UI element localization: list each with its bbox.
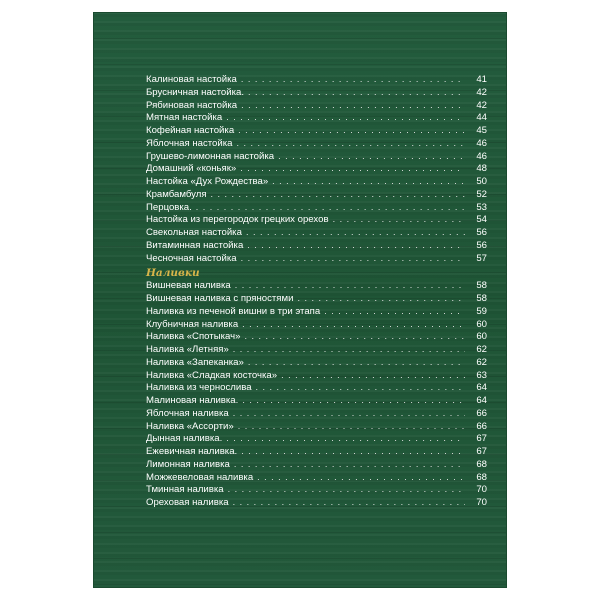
toc-entry-title: Мятная настойка: [146, 112, 223, 124]
toc-entry[interactable]: [146, 484, 487, 497]
toc-entry-title: Вишневая наливка: [146, 280, 231, 292]
toc-entry-page: 64: [476, 382, 487, 394]
toc-entry-page: 63: [476, 369, 487, 381]
toc-entry-page: 64: [476, 395, 487, 406]
toc-entry[interactable]: [146, 125, 487, 138]
toc-entry[interactable]: [146, 280, 487, 293]
toc-entry-page: 41: [476, 74, 487, 85]
toc-entry-page: 52: [476, 188, 487, 200]
dot-leader: [234, 421, 465, 431]
toc-entry-title: Малиновая наливка.: [146, 395, 239, 406]
toc-entry-page: 68: [476, 471, 487, 483]
toc-entry[interactable]: [146, 344, 487, 357]
dot-leader: [237, 446, 465, 456]
dot-leader: [253, 472, 465, 482]
toc-entry-title: Вишневая наливка с пряностями: [146, 293, 294, 304]
toc-entry-page: 54: [476, 214, 487, 226]
toc-entry-title: Настойка из перегородок грецких орехов: [146, 214, 329, 226]
toc-entry-page: 66: [476, 407, 487, 419]
toc-entry-title: Брусничная настойка.: [146, 86, 244, 98]
dot-leader: [224, 484, 465, 494]
toc-entry-title: Кофейная настойка: [146, 125, 235, 136]
dot-leader: [329, 214, 465, 224]
toc-entry-title: Наливка «Ассорти»: [146, 420, 234, 432]
toc-entry-page: 66: [476, 420, 487, 432]
dot-leader: [237, 100, 465, 110]
toc-entry[interactable]: [146, 202, 487, 215]
toc-entry-page: 48: [476, 163, 487, 175]
toc-entry-title: Тминная наливка: [146, 484, 224, 496]
toc-entry[interactable]: [146, 151, 487, 164]
dot-leader: [242, 227, 465, 237]
toc-entry[interactable]: [146, 370, 487, 383]
toc-entry-title: Грушево-лимонная настойка: [146, 150, 275, 162]
toc-entry-page: 60: [476, 331, 487, 343]
dot-leader: [237, 253, 465, 263]
dot-leader: [231, 280, 465, 290]
toc-entry-title: Настойка «Дух Рождества»: [146, 176, 269, 187]
toc-entry[interactable]: [146, 306, 487, 319]
dot-leader: [238, 395, 465, 405]
toc-entry[interactable]: [146, 176, 487, 189]
toc-entry[interactable]: [146, 472, 487, 485]
toc-entry-title: Яблочная наливка: [146, 407, 229, 419]
toc-entry-page: 53: [476, 201, 487, 213]
toc-entry[interactable]: [146, 100, 487, 113]
toc-entry-title: Яблочная настойка: [146, 137, 233, 149]
dot-leader: [236, 163, 465, 173]
toc-entry-page: 46: [476, 150, 487, 162]
toc-entry[interactable]: [146, 433, 487, 446]
toc-entry-page: 70: [476, 484, 487, 496]
toc-entry[interactable]: [146, 293, 487, 306]
toc-entry-page: 70: [476, 497, 487, 508]
toc-entry-page: 68: [476, 458, 487, 470]
dot-leader: [243, 240, 465, 250]
toc-entry[interactable]: [146, 382, 487, 395]
dot-leader: [237, 74, 465, 84]
toc-entry-page: 67: [476, 446, 487, 457]
toc-entry-title: Дынная наливка.: [146, 433, 223, 445]
dot-leader: [222, 433, 465, 443]
toc-entry-title: Свекольная настойка: [146, 227, 242, 238]
toc-entry-page: 46: [476, 137, 487, 149]
toc-entry[interactable]: [146, 227, 487, 240]
toc-entry-page: 42: [476, 86, 487, 98]
toc-entry-title: Чесночная настойка: [146, 252, 237, 264]
toc-entry-page: 42: [476, 99, 487, 111]
toc-entry[interactable]: [146, 497, 487, 510]
dot-leader: [274, 151, 465, 161]
toc-entry[interactable]: [146, 357, 487, 370]
toc-entry-title: Домашний «коньяк»: [146, 163, 237, 175]
toc-entry[interactable]: [146, 87, 487, 100]
toc-entry-page: 56: [476, 239, 487, 251]
toc-entry-title: Рябиновая настойка: [146, 99, 238, 111]
dot-leader: [207, 189, 465, 199]
toc-entry[interactable]: [146, 408, 487, 421]
toc-group-nalivki: [146, 280, 487, 510]
dot-leader: [240, 331, 465, 341]
toc-entry[interactable]: [146, 240, 487, 253]
toc-entry[interactable]: [146, 395, 487, 408]
dot-leader: [268, 176, 465, 186]
toc-entry-page: 45: [476, 125, 487, 136]
toc-entry-title: Наливка из чернослива: [146, 382, 252, 394]
toc-entry[interactable]: [146, 214, 487, 227]
toc-entry-title: Наливка «Спотыкач»: [146, 331, 241, 343]
toc-entry[interactable]: [146, 74, 487, 87]
dot-leader: [229, 497, 465, 507]
dot-leader: [192, 202, 465, 212]
toc-entry-title: Перцовка.: [146, 201, 192, 213]
toc-entry-title: Лимонная наливка: [146, 458, 230, 470]
toc-entry-title: Можжевеловая наливка: [146, 471, 254, 483]
toc-entry[interactable]: [146, 138, 487, 151]
toc-entry-title: Витаминная настойка: [146, 239, 244, 251]
toc-entry-title: Наливка из печеной вишни в три этапа: [146, 305, 321, 317]
dot-leader: [232, 138, 465, 148]
book-page: [93, 12, 507, 588]
toc-entry-page: 59: [476, 305, 487, 317]
dot-leader: [252, 382, 465, 392]
toc-group-nastoyki: [146, 74, 487, 265]
dot-leader: [229, 408, 465, 418]
toc-entry-page: 57: [476, 252, 487, 264]
section-heading-nalivki[interactable]: Наливки: [146, 267, 200, 280]
toc-entry-title: Наливка «Сладкая косточка»: [146, 369, 278, 381]
toc-entry-page: 56: [476, 227, 487, 238]
dot-leader: [238, 319, 465, 329]
toc-entry-page: 62: [476, 344, 487, 355]
toc-entry[interactable]: [146, 446, 487, 459]
dot-leader: [320, 306, 465, 316]
toc-entry[interactable]: [146, 163, 487, 176]
toc-entry[interactable]: [146, 189, 487, 202]
dot-leader: [244, 357, 465, 367]
toc-entry-title: Наливка «Летняя»: [146, 344, 229, 355]
toc-entry-page: 50: [476, 176, 487, 187]
dot-leader: [229, 344, 465, 354]
dot-leader: [234, 125, 465, 135]
toc-entry[interactable]: [146, 459, 487, 472]
dot-leader: [230, 459, 465, 469]
toc-entry-title: Калиновая настойка: [146, 74, 237, 85]
toc-entry-title: Наливка «Запеканка»: [146, 356, 244, 368]
dot-leader: [222, 112, 465, 122]
toc-entry-page: 67: [476, 433, 487, 445]
toc-entry-title: Клубничная наливка: [146, 318, 239, 330]
toc-entry-page: 60: [476, 318, 487, 330]
toc-entry-page: 44: [476, 112, 487, 124]
dot-leader: [277, 370, 465, 380]
toc-entry-title: Крамбамбуля: [146, 188, 207, 200]
toc-entry[interactable]: [146, 421, 487, 434]
toc-entry-page: 62: [476, 356, 487, 368]
toc-entry-page: 58: [476, 293, 487, 304]
dot-leader: [244, 87, 465, 97]
toc-entry[interactable]: [146, 331, 487, 344]
toc-entry[interactable]: [146, 319, 487, 332]
toc-entry-title: Ореховая наливка: [146, 497, 229, 508]
table-of-contents: [146, 74, 487, 510]
toc-entry[interactable]: [146, 253, 487, 266]
toc-entry-title: Ежевичная наливка.: [146, 446, 238, 457]
toc-entry[interactable]: [146, 112, 487, 125]
dot-leader: [293, 293, 465, 303]
toc-entry-page: 58: [476, 280, 487, 292]
